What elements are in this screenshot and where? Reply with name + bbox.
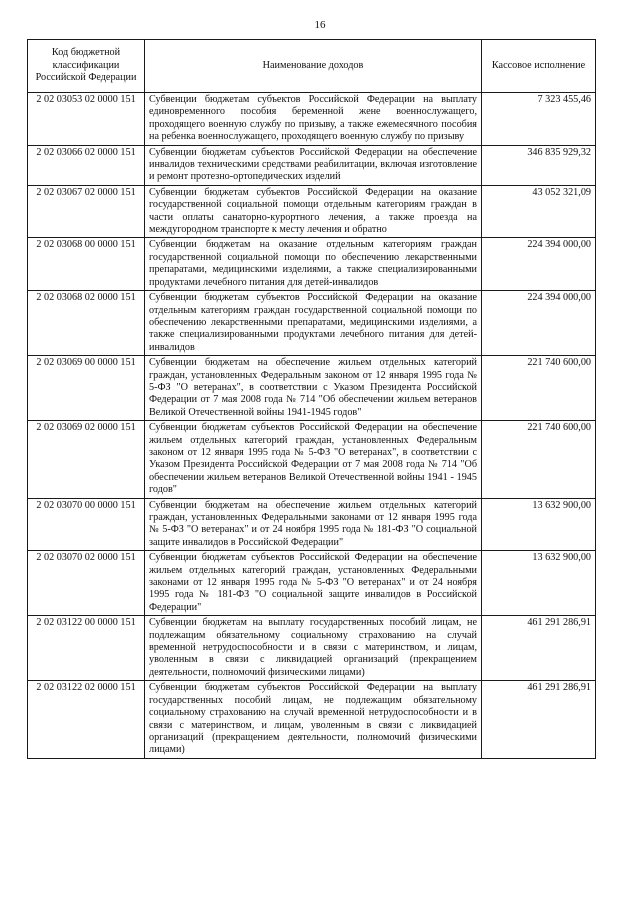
- revenue-table: [27, 39, 596, 759]
- header-name: Наименование доходов: [145, 40, 482, 93]
- budget-code-cell: 2 02 03069 02 0000 151: [28, 421, 145, 498]
- budget-code-cell: 2 02 03053 02 0000 151: [28, 93, 145, 146]
- page-number: 16: [314, 19, 326, 31]
- table-row: [28, 185, 596, 238]
- amount-cell: 7 323 455,46: [482, 93, 596, 146]
- table-row: [28, 616, 596, 681]
- amount-cell: 221 740 600,00: [482, 356, 596, 421]
- table-row: [28, 93, 596, 146]
- table-row: [28, 498, 596, 551]
- revenue-name-cell: Субвенции бюджетам субъектов Российской Федерации на обеспечение жильем отдельных категорий граждан, установленных Федеральным законом от 12 января 1995 года № 5-ФЗ "О ветеранах", в соответствии с Указом Президента Российской Федерации от 7 мая 2008 года № 714 "Об обеспечении жильем ветеранов Великой Отечественной войны 1941 - 1945 годов": [145, 421, 482, 498]
- table-row: [28, 356, 596, 421]
- budget-code-cell: 2 02 03070 02 0000 151: [28, 551, 145, 616]
- table-row: [28, 681, 596, 758]
- revenue-name-cell: Субвенции бюджетам субъектов Российской Федерации на оказание отдельным категориям граждан государственной социальной помощи по обеспечению лекарственными препаратами, медицинскими изделиями, а также специализированными продуктами лечебного питания для детей-инвалидов: [145, 291, 482, 356]
- table-header-row: [28, 40, 596, 93]
- amount-cell: 13 632 900,00: [482, 498, 596, 551]
- table-row: [28, 421, 596, 498]
- budget-code-cell: 2 02 03069 00 0000 151: [28, 356, 145, 421]
- amount-cell: 224 394 000,00: [482, 291, 596, 356]
- budget-code-cell: 2 02 03068 00 0000 151: [28, 238, 145, 291]
- table-row: [28, 145, 596, 185]
- amount-cell: 13 632 900,00: [482, 551, 596, 616]
- revenue-name-cell: Субвенции бюджетам субъектов Российской Федерации на оказание государственной социальной помощи отдельным категориям граждан в части оплаты санаторно-курортного лечения, а также проезда на междугородном транспорте к месту лечения и обратно: [145, 185, 482, 238]
- revenue-name-cell: Субвенции бюджетам субъектов Российской Федерации на обеспечение инвалидов техническими средствами реабилитации, включая изготовление и ремонт протезно-ортопедических изделий: [145, 145, 482, 185]
- revenue-name-cell: Субвенции бюджетам субъектов Российской Федерации на выплату единовременного пособия беременной жене военнослужащего, проходящего военную службу по призыву, а также ежемесячного пособия на ребенка военнослужащего, проходящего военную службу по призыву: [145, 93, 482, 146]
- revenue-name-cell: Субвенции бюджетам на оказание отдельным категориям граждан государственной социальной помощи по обеспечению лекарственными препаратами, медицинскими изделиями, а также специализированными продуктами лечебного питания для детей-инвалидов: [145, 238, 482, 291]
- budget-code-cell: 2 02 03066 02 0000 151: [28, 145, 145, 185]
- budget-code-cell: 2 02 03070 00 0000 151: [28, 498, 145, 551]
- revenue-name-cell: Субвенции бюджетам на обеспечение жильем отдельных категорий граждан, установленных Федеральными законами от 12 января 1995 года № 5-ФЗ "О ветеранах" и от 24 ноября 1995 года № 181-ФЗ "О социальной защите инвалидов в Российской Федерации": [145, 498, 482, 551]
- amount-cell: 43 052 321,09: [482, 185, 596, 238]
- budget-code-cell: 2 02 03067 02 0000 151: [28, 185, 145, 238]
- amount-cell: 461 291 286,91: [482, 681, 596, 758]
- budget-code-cell: 2 02 03122 02 0000 151: [28, 681, 145, 758]
- revenue-name-cell: Субвенции бюджетам на выплату государственных пособий лицам, не подлежащим обязательному социальному страхованию на случай временной нетрудоспособности и в связи с материнством, и лицам, уволенным в связи с ликвидацией организаций (прекращением деятельности, полномочий физическими лицами): [145, 616, 482, 681]
- revenue-name-cell: Субвенции бюджетам субъектов Российской Федерации на выплату государственных пособий лицам, не подлежащим обязательному социальному страхованию на случай временной нетрудоспособности и в связи с материнством, и лицам, уволенным в связи с ликвидацией организаций (прекращением деятельности, полномочий физическими лицами): [145, 681, 482, 758]
- table-row: [28, 238, 596, 291]
- revenue-name-cell: Субвенции бюджетам на обеспечение жильем отдельных категорий граждан, установленных Федеральным законом от 12 января 1995 года № 5-ФЗ "О ветеранах", в соответствии с Указом Президента Российской Федерации от 7 мая 2008 года № 714 "Об обеспечении жильем ветеранов Великой Отечественной войны 1941-1945 годов": [145, 356, 482, 421]
- table-row: [28, 551, 596, 616]
- budget-code-cell: 2 02 03122 00 0000 151: [28, 616, 145, 681]
- header-code: Код бюджетной классификации Российской Федерации: [28, 40, 145, 93]
- budget-code-cell: 2 02 03068 02 0000 151: [28, 291, 145, 356]
- amount-cell: 461 291 286,91: [482, 616, 596, 681]
- revenue-name-cell: Субвенции бюджетам субъектов Российской Федерации на обеспечение жильем отдельных категорий граждан, установленных Федеральными законами от 12 января 1995 года № 5-ФЗ "О ветеранах" и от 24 ноября 1995 года № 181-ФЗ "О социальной защите инвалидов в Российской Федерации": [145, 551, 482, 616]
- header-amount: Кассовое исполнение: [482, 40, 596, 93]
- amount-cell: 224 394 000,00: [482, 238, 596, 291]
- amount-cell: 221 740 600,00: [482, 421, 596, 498]
- amount-cell: 346 835 929,32: [482, 145, 596, 185]
- table-row: [28, 291, 596, 356]
